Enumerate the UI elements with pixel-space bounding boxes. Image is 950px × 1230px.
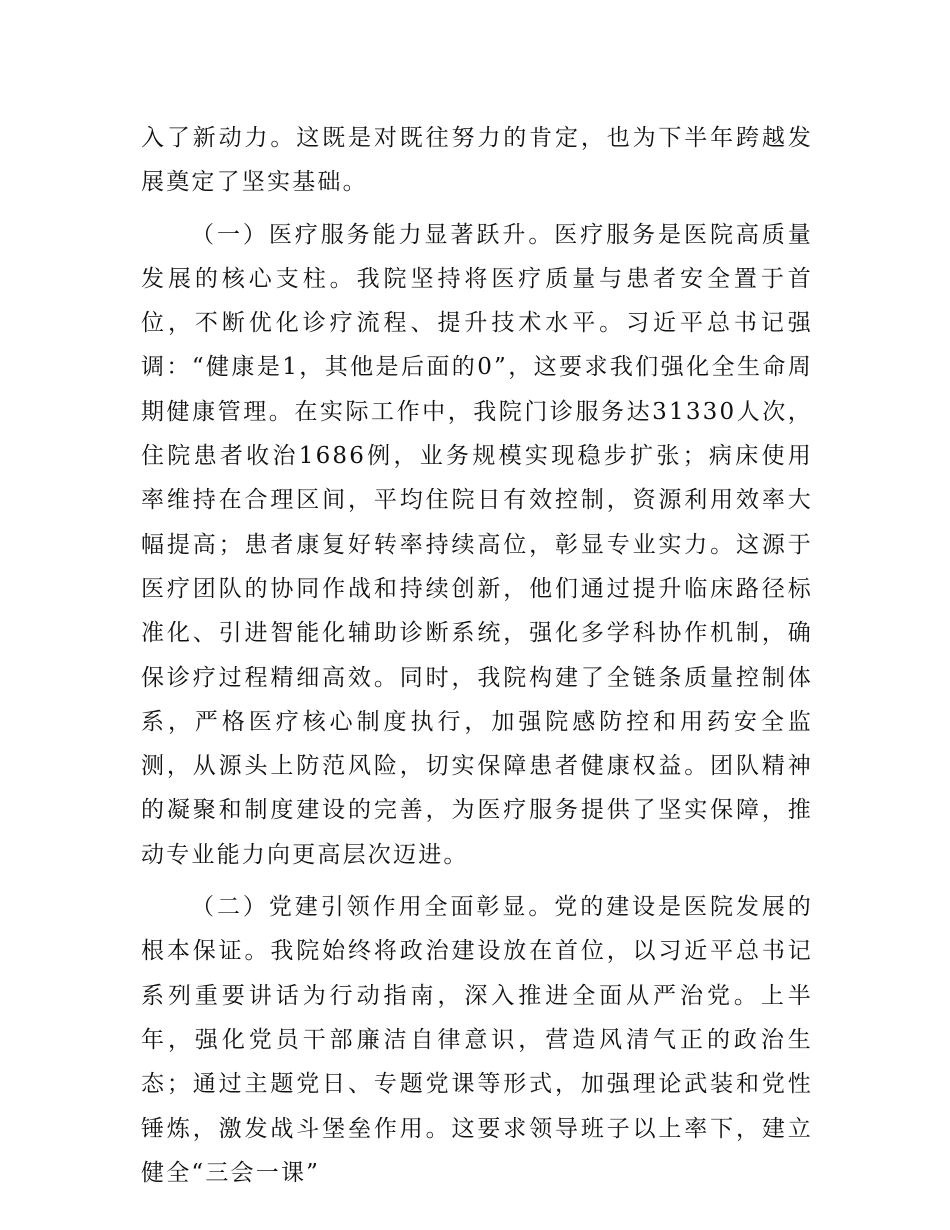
- paragraph-continuation: 入了新动力。这既是对既往努力的肯定，也为下半年跨越发展奠定了坚实基础。: [141, 125, 813, 196]
- document-body: [141, 116, 813, 1195]
- paragraph-medical-services: （一）医疗服务能力显著跃升。医疗服务是医院高质量发展的核心支柱。我院坚持将医疗质量与患者安全置于首位，不断优化诊疗流程、提升技术水平。习近平总书记强调：“健康是1，其他是后面的0”，这要求我们强化全生命周期健康管理。在实际工作中，我院门诊服务达31330人次，住院患者收治1686例，业务规模实现稳步扩张；病床使用率维持在合理区间，平均住院日有效控制，资源利用效率大幅提高；患者康复好转率持续高位，彰显专业实力。这源于医疗团队的协同作战和持续创新，他们通过提升临床路径标准化、引进智能化辅助诊断系统，强化多学科协作机制，确保诊疗过程精细高效。同时，我院构建了全链条质量控制体系，严格医疗核心制度执行，加强院感防控和用药安全监测，从源头上防范风险，切实保障患者健康权益。团队精神的凝聚和制度建设的完善，为医疗服务提供了坚实保障，推动专业能力向更高层次迈进。: [141, 221, 813, 868]
- paragraph-party-building: （二）党建引领作用全面彰显。党的建设是医院发展的根本保证。我院始终将政治建设放在首位，以习近平总书记系列重要讲话为行动指南，深入推进全面从严治党。上半年，强化党员干部廉洁自律意识，营造风清气正的政治生态；通过主题党日、专题党课等形式，加强理论武装和党性锤炼，激发战斗堡垒作用。这要求领导班子以上率下，建立健全“三会一课”: [141, 894, 813, 1186]
